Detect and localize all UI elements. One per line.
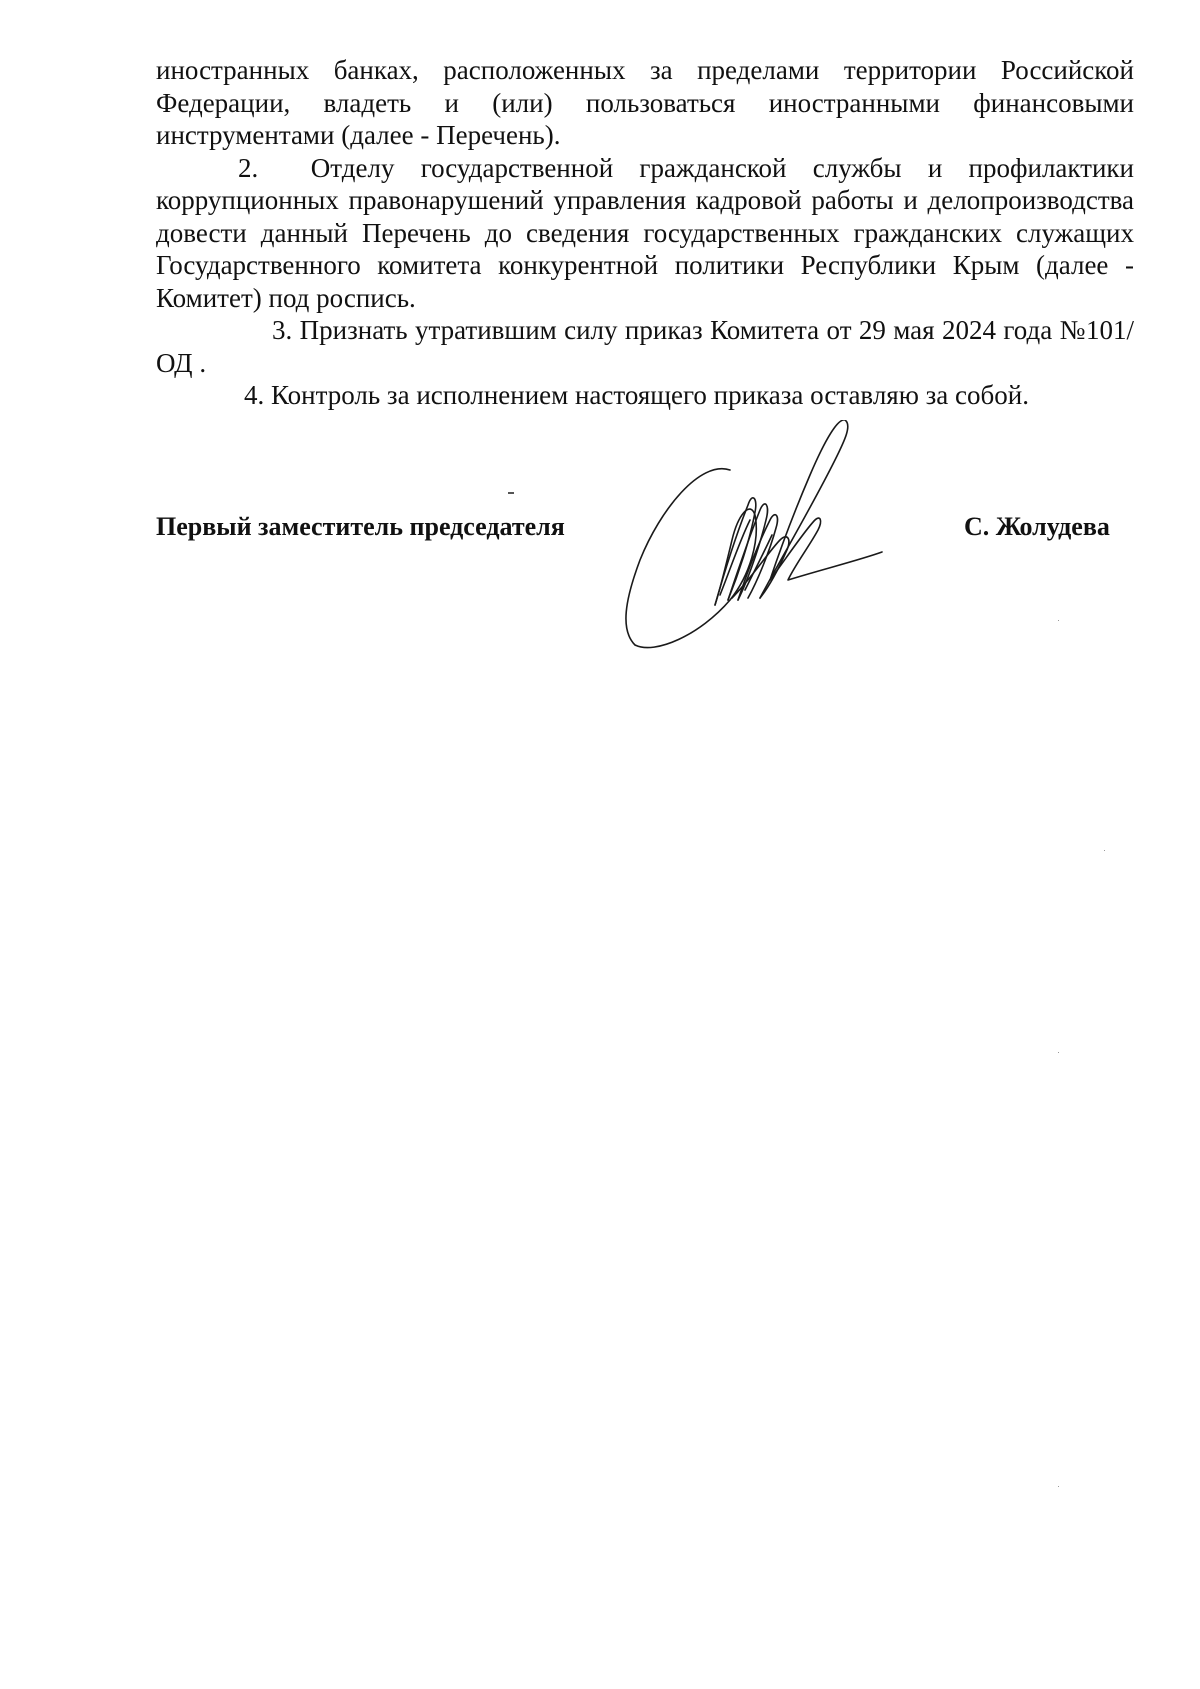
paragraph-item-3: 3. Признать утратившим силу приказ Комитета от 29 мая 2024 года №101/ОД .	[156, 315, 1134, 378]
scan-artifact	[1058, 1052, 1059, 1053]
scan-artifact	[508, 492, 514, 494]
scan-artifact	[1058, 1486, 1059, 1487]
document-body	[156, 54, 1134, 412]
handwritten-signature	[620, 420, 890, 650]
scan-artifact	[1104, 850, 1105, 851]
signatory-title: Первый заместитель председателя	[156, 512, 565, 541]
scan-artifact	[1058, 620, 1059, 621]
signatory-name: С. Жолудева	[964, 512, 1110, 541]
paragraph-continuation: иностранных банках, расположенных за пределами территории Российской Федерации, владеть и (или) пользоваться иностранными финансовыми инструментами (далее - Перечень).	[156, 55, 1134, 150]
paragraph-item-2: 2. Отделу государственной гражданской службы и профилактики коррупционных правонарушений управления кадровой работы и делопроизводства довести данный Перечень до сведения государственных гражданских служащих Государственного комитета конкурентной политики Республики Крым (далее - Комитет) под роспись.	[156, 152, 1134, 313]
paragraph-item-4: 4. Контроль за исполнением настоящего приказа оставляю за собой.	[244, 380, 1029, 410]
